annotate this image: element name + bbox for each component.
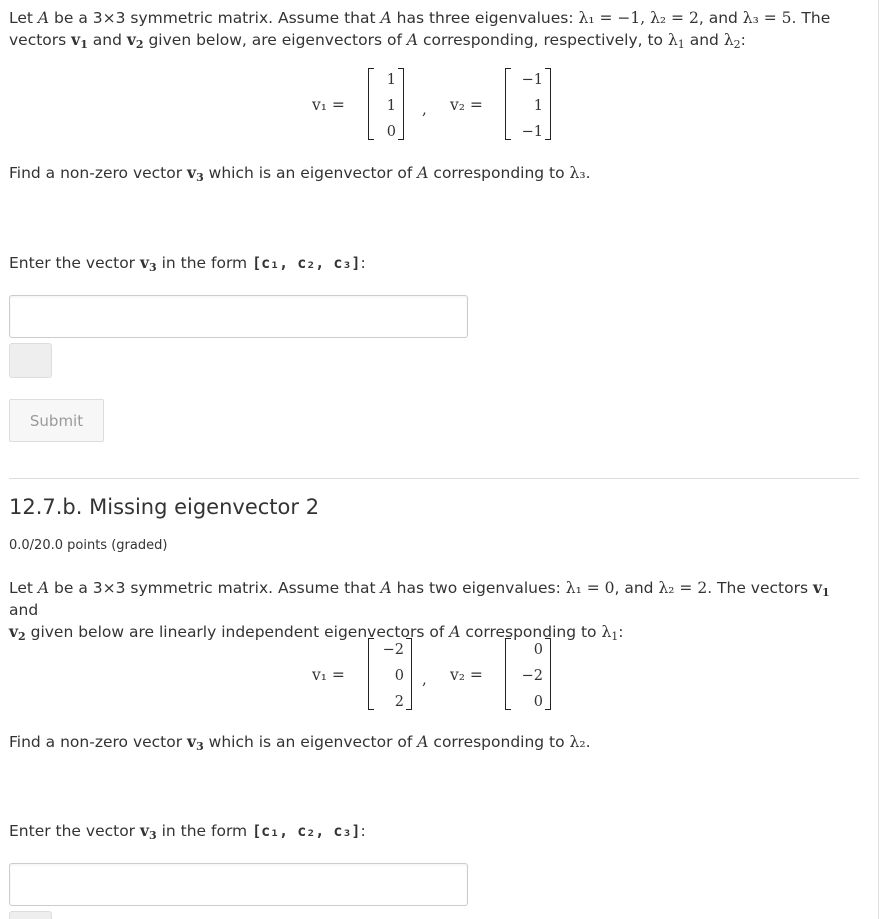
math-A: A (449, 623, 461, 641)
vector-v1-label: v₁ = (312, 666, 345, 684)
vector-v2-matrix (505, 68, 551, 140)
right-bracket (398, 68, 404, 140)
vector-v1-matrix (368, 68, 404, 140)
text: . (585, 733, 591, 751)
math-v3: $v_3$ (187, 732, 204, 753)
math-v3: $v_3$ (140, 253, 157, 274)
text: . (585, 164, 591, 182)
v-symbol: v (812, 578, 822, 597)
math-A: A (406, 31, 419, 49)
text: corresponding to (428, 733, 570, 751)
right-bracket (406, 638, 412, 710)
math-lambda2: $\lambda_2$ (723, 31, 741, 51)
problem2-statement (9, 577, 859, 643)
problem2-question (9, 731, 859, 753)
matrix-entry: 0 (394, 668, 404, 684)
text: and (684, 31, 724, 49)
matrix-entry: −2 (382, 642, 404, 658)
text: and (9, 601, 39, 619)
text: , and (614, 579, 659, 597)
problem1-answer-input[interactable] (9, 295, 468, 338)
matrix-entry: −1 (521, 124, 543, 140)
comma: , (422, 670, 427, 688)
math-v3: $v_3$ (187, 163, 204, 184)
v-symbol: v (9, 622, 19, 641)
text: given below are linearly independent eigenvectors of (25, 623, 450, 641)
math-A: A (417, 733, 429, 751)
math-A: A (37, 579, 50, 597)
text: which is an eigenvector of (203, 733, 418, 751)
text: be a 3×3 symmetric matrix. Assume that (49, 579, 381, 597)
vector-v1-label: v₁ = (312, 96, 345, 114)
lambda-symbol: λ (601, 623, 612, 641)
text: Let (9, 579, 38, 597)
problem1-submit-button[interactable]: Submit (9, 399, 104, 442)
text: be a 3×3 symmetric matrix. Assume that (49, 9, 381, 27)
math-v1: $v_1$ (71, 30, 88, 51)
matrix-entry: 1 (386, 72, 396, 88)
matrix-entry: 1 (533, 98, 543, 114)
vector-v1-matrix (368, 638, 412, 710)
problem1-status-indicator (9, 343, 52, 378)
math-A: A (380, 9, 392, 27)
matrix-entry: 0 (533, 694, 543, 710)
math-lambda1: $\lambda_1$ (667, 31, 685, 51)
text: Let (9, 9, 38, 27)
problem1-input-instructions (9, 252, 859, 274)
text: has two eigenvalues: (391, 579, 566, 597)
problem1-vectors (0, 66, 880, 142)
text: : (618, 623, 624, 641)
math-eigenvalues: λ₁ = −1, λ₂ = 2 (578, 9, 699, 27)
text: Enter the vector (9, 254, 140, 272)
problem1-question (9, 162, 859, 184)
math-eigenvalue-1: λ₁ = 0 (565, 579, 615, 597)
section-divider (9, 478, 859, 479)
math-v2: $v_2$ (9, 622, 26, 643)
math-A: A (380, 579, 392, 597)
text: has three eigenvalues: (391, 9, 579, 27)
matrix-entry: 2 (394, 694, 404, 710)
text: Enter the vector (9, 822, 140, 840)
math-lambda1: $\lambda_1$ (601, 623, 619, 643)
math-v1: $v_1$ (812, 578, 830, 599)
text: : (360, 254, 366, 272)
vector-v2-label: v₂ = (450, 666, 483, 684)
math-eigenvalue-3: λ₃ = 5 (742, 9, 792, 27)
v-symbol: v (140, 821, 150, 840)
left-bracket (505, 638, 511, 710)
comma: , (422, 100, 427, 118)
v-symbol: v (187, 163, 197, 182)
text: in the form (156, 822, 253, 840)
text: . The vectors (707, 579, 813, 597)
vector-v2-label: v₂ = (450, 96, 483, 114)
text: : (740, 31, 746, 49)
problem1-statement (9, 7, 859, 51)
text: corresponding to (460, 623, 602, 641)
math-A: A (37, 9, 50, 27)
math-v3: $v_3$ (140, 821, 157, 842)
problem2-title: 12.7.b. Missing eigenvector 2 (9, 495, 320, 519)
problem2-answer-input[interactable] (9, 863, 468, 906)
text: which is an eigenvector of (203, 164, 418, 182)
text: Find a non-zero vector (9, 164, 188, 182)
text: : (360, 822, 366, 840)
v-symbol: v (126, 30, 136, 49)
left-bracket (505, 68, 511, 140)
left-bracket (368, 68, 374, 140)
math-lambda2: λ₂ (569, 733, 586, 751)
vector-v2-matrix (505, 638, 551, 710)
math-v2: $v_2$ (126, 30, 144, 51)
math-A: A (417, 164, 429, 182)
text: given below, are eigenvectors of (143, 31, 407, 49)
problem2-status-indicator (9, 911, 52, 919)
text: corresponding, respectively, to (418, 31, 668, 49)
matrix-entry: 0 (533, 642, 543, 658)
text: Find a non-zero vector (9, 733, 188, 751)
text: in the form (156, 254, 253, 272)
math-eigenvalue-2: λ₂ = 2 (658, 579, 708, 597)
text: vectors (9, 31, 72, 49)
v-symbol: v (71, 30, 81, 49)
answer-format: [c₁, c₂, c₃] (252, 254, 361, 272)
v-symbol: v (140, 253, 150, 272)
text: and (87, 31, 127, 49)
right-bracket (545, 68, 551, 140)
text: . The (791, 9, 831, 27)
lambda-symbol: λ (667, 31, 678, 49)
matrix-entry: 0 (386, 124, 396, 140)
text: corresponding to (428, 164, 570, 182)
lambda-symbol: λ (723, 31, 734, 49)
left-bracket (368, 638, 374, 710)
v-symbol: v (187, 732, 197, 751)
text: , and (698, 9, 743, 27)
answer-format: [c₁, c₂, c₃] (252, 822, 361, 840)
problem2-vectors (0, 636, 880, 712)
problem2-points: 0.0/20.0 points (graded) (9, 538, 168, 553)
matrix-entry: −1 (521, 72, 543, 88)
right-bracket (545, 638, 551, 710)
math-lambda3: λ₃ (569, 164, 586, 182)
problem2-input-instructions (9, 820, 859, 842)
matrix-entry: −2 (521, 668, 543, 684)
matrix-entry: 1 (386, 98, 396, 114)
